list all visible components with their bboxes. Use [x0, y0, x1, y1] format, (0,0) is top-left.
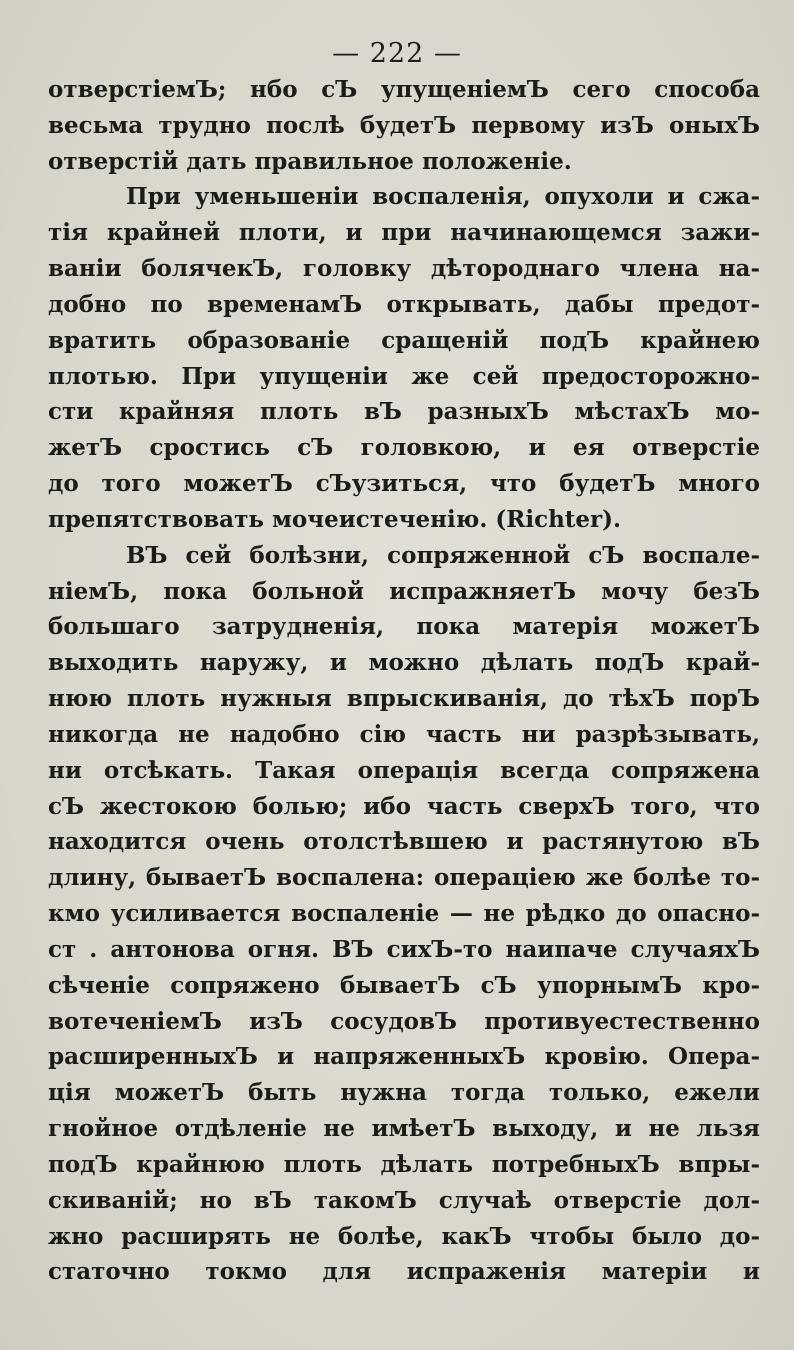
text-line: добно по временамЪ открывать, дабы предот-	[48, 290, 760, 318]
text-line: ція можетЪ быть нужна тогда только, ежели	[48, 1079, 760, 1107]
text-line: длину, бываетЪ воспалена: операціею же болѣе то-	[48, 864, 760, 892]
text-line: При уменьшеніи воспаленія, опухоли и сжа-	[126, 183, 760, 211]
text-line: большаго затрудненія, пока матерія можетЪ	[48, 613, 760, 641]
text-line: ст . антонова огня. ВЪ сихЪ-то наипаче случаяхЪ	[48, 935, 760, 963]
text-line: до того можетЪ сЪузиться, что будетЪ много	[48, 470, 760, 498]
text-line: никогда не надобно сію часть ни разрѣзывать,	[48, 720, 760, 748]
text-line: ни отсѣкать. Такая операція всегда сопряжена	[48, 756, 760, 784]
text-line: сти крайняя плоть вЪ разныхЪ мѣстахЪ мо-	[48, 398, 760, 426]
text-line: скиваній; но вЪ такомЪ случаѣ отверстіе дол-	[48, 1186, 760, 1214]
text-line: кмо усиливается воспаленіе — не рѣдко до опасно-	[48, 900, 760, 928]
text-line: отверстіемЪ; нбо сЪ упущеніемЪ сего способа	[48, 76, 760, 103]
text-line: гнойное отдѣленіе не имѣетЪ выходу, и не льзя	[48, 1115, 760, 1143]
text-line: сѣченіе сопряжено бываетЪ сЪ упорнымЪ кро-	[48, 971, 760, 999]
body-text	[48, 72, 760, 1290]
text-line: вотеченіемЪ изЪ сосудовЪ противуестественно	[48, 1007, 760, 1035]
text-line: ніемЪ, пока больной испражняетЪ мочу безЪ	[48, 577, 760, 605]
text-line: выходить наружу, и можно дѣлать подЪ край-	[48, 649, 760, 677]
text-line: отверстій дать правильное положеніе.	[48, 147, 572, 175]
text-line: ваніи болячекЪ, головку дѣтороднаго члена на-	[48, 255, 760, 283]
text-line: ВЪ сей болѣзни, сопряженной сЪ воспале-	[126, 541, 760, 569]
text-line: тія крайней плоти, и при начинающемся зажи-	[48, 219, 760, 247]
text-line: сЪ жестокою болью; ибо часть сверхЪ того, что	[48, 792, 760, 820]
text-line: препятствовать мочеистеченію. (Richter).	[48, 505, 622, 533]
text-line: подЪ крайнюю плоть дѣлать потребныхЪ впры-	[48, 1150, 760, 1178]
text-line: плотью. При упущеніи же сей предосторожно-	[48, 362, 760, 390]
text-line: нюю плоть нужныя впрыскиванія, до тѣхЪ порЪ	[48, 685, 760, 713]
text-line: расширенныхЪ и напряженныхЪ кровію. Опера-	[48, 1043, 760, 1071]
text-line: жетЪ сростись сЪ головкою, и ея отверстіе	[48, 434, 760, 462]
page-number: — 222 —	[332, 38, 462, 69]
text-line: весьма трудно послѣ будетЪ первому изЪ оныхЪ	[48, 111, 760, 139]
text-line: находится очень отолстѣвшею и растянутою вЪ	[48, 828, 760, 856]
text-line: жно расширять не болѣе, какЪ чтобы было до-	[48, 1222, 760, 1250]
text-line: статочно токмо для испраженія матеріи и	[48, 1258, 760, 1286]
text-line: вратить образованіе сращеній подЪ крайнею	[48, 326, 760, 354]
